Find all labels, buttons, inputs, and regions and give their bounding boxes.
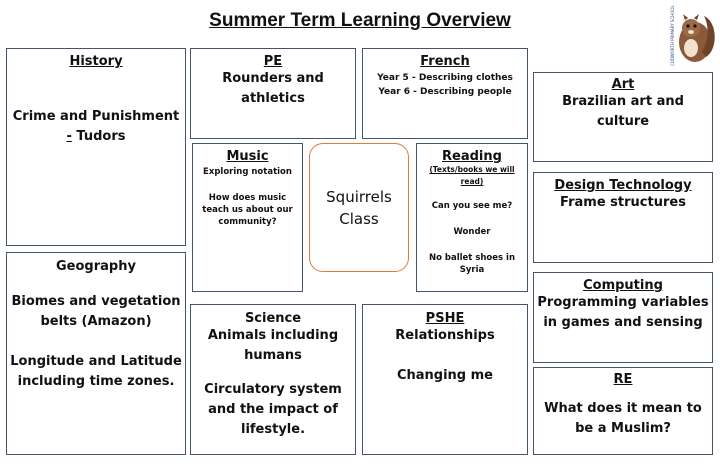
art-line1: Brazilian art and <box>562 94 684 109</box>
history-line1: Crime and Punishment <box>12 109 180 124</box>
art-box <box>533 72 713 162</box>
class-name-line2: Class <box>339 209 379 228</box>
history-line2-text: Tudors <box>71 129 126 144</box>
music-heading: Music <box>226 149 269 164</box>
geography-line4: including time zones. <box>17 374 175 389</box>
science-line3: Circulatory system <box>204 382 342 397</box>
svg-text:CUDWORTH PRIMARY SCHOOL: CUDWORTH PRIMARY SCHOOL <box>670 5 675 66</box>
geography-heading: Geography <box>56 259 136 274</box>
history-box <box>6 48 186 246</box>
geography-box <box>6 252 186 455</box>
science-line1: Animals including <box>207 328 339 343</box>
music-line1: Exploring notation <box>203 167 292 177</box>
design-technology-line1: Frame structures <box>560 195 686 210</box>
reading-heading: Reading <box>442 149 502 164</box>
computing-heading: Computing <box>583 278 663 293</box>
pe-box <box>190 48 356 139</box>
french-box <box>362 48 528 139</box>
french-heading: French <box>420 54 470 69</box>
pshe-line1: Relationships <box>395 328 495 343</box>
music-box <box>192 143 303 292</box>
french-line1: Year 5 - Describing clothes <box>377 73 513 83</box>
re-line2: be a Muslim? <box>575 421 671 436</box>
page-title: Summer Term Learning Overview <box>209 10 511 31</box>
class-name-box <box>309 143 409 272</box>
re-heading: RE <box>613 372 633 387</box>
french-line2: Year 6 - Describing people <box>378 87 512 97</box>
music-line4: community? <box>218 217 277 227</box>
history-heading: History <box>69 54 123 69</box>
reading-subheading: (Texts/books we will read) <box>429 165 515 186</box>
science-box <box>190 304 356 455</box>
reading-book-3a: No ballet shoes in <box>428 253 516 263</box>
computing-line2: in games and sensing <box>543 315 703 330</box>
re-box <box>533 367 713 455</box>
art-line2: culture <box>596 114 650 129</box>
science-line5: lifestyle. <box>240 422 306 437</box>
computing-line1: Programming variables <box>537 295 709 310</box>
reading-book-1: Can you see me? <box>431 201 513 211</box>
reading-book-3b: Syria <box>459 265 485 275</box>
pe-line1: Rounders and <box>222 71 324 86</box>
reading-box <box>416 143 528 292</box>
science-heading: Science <box>244 311 302 326</box>
design-technology-heading: Design Technology <box>554 178 692 193</box>
music-line2: How does music <box>208 193 287 203</box>
art-heading: Art <box>611 77 635 92</box>
computing-box <box>533 272 713 363</box>
geography-line2: belts (Amazon) <box>40 314 152 329</box>
geography-line1: Biomes and vegetation <box>11 294 181 309</box>
history-line2 <box>7 127 185 147</box>
re-line1: What does it mean to <box>544 401 702 416</box>
pe-heading: PE <box>263 54 283 69</box>
pshe-box <box>362 304 528 455</box>
science-line2: humans <box>244 348 302 363</box>
design-technology-box <box>533 172 713 263</box>
geography-line3: Longitude and Latitude <box>10 354 182 369</box>
pshe-heading: PSHE <box>425 311 465 326</box>
science-line4: and the impact of <box>208 402 338 417</box>
reading-book-2: Wonder <box>453 227 491 237</box>
school-logo <box>668 2 718 70</box>
pshe-line2: Changing me <box>396 368 494 383</box>
class-name-line1: Squirrels <box>326 187 392 206</box>
history-dash: - <box>66 129 72 144</box>
pe-line2: athletics <box>241 91 305 106</box>
music-line3: teach us about our <box>202 205 293 215</box>
